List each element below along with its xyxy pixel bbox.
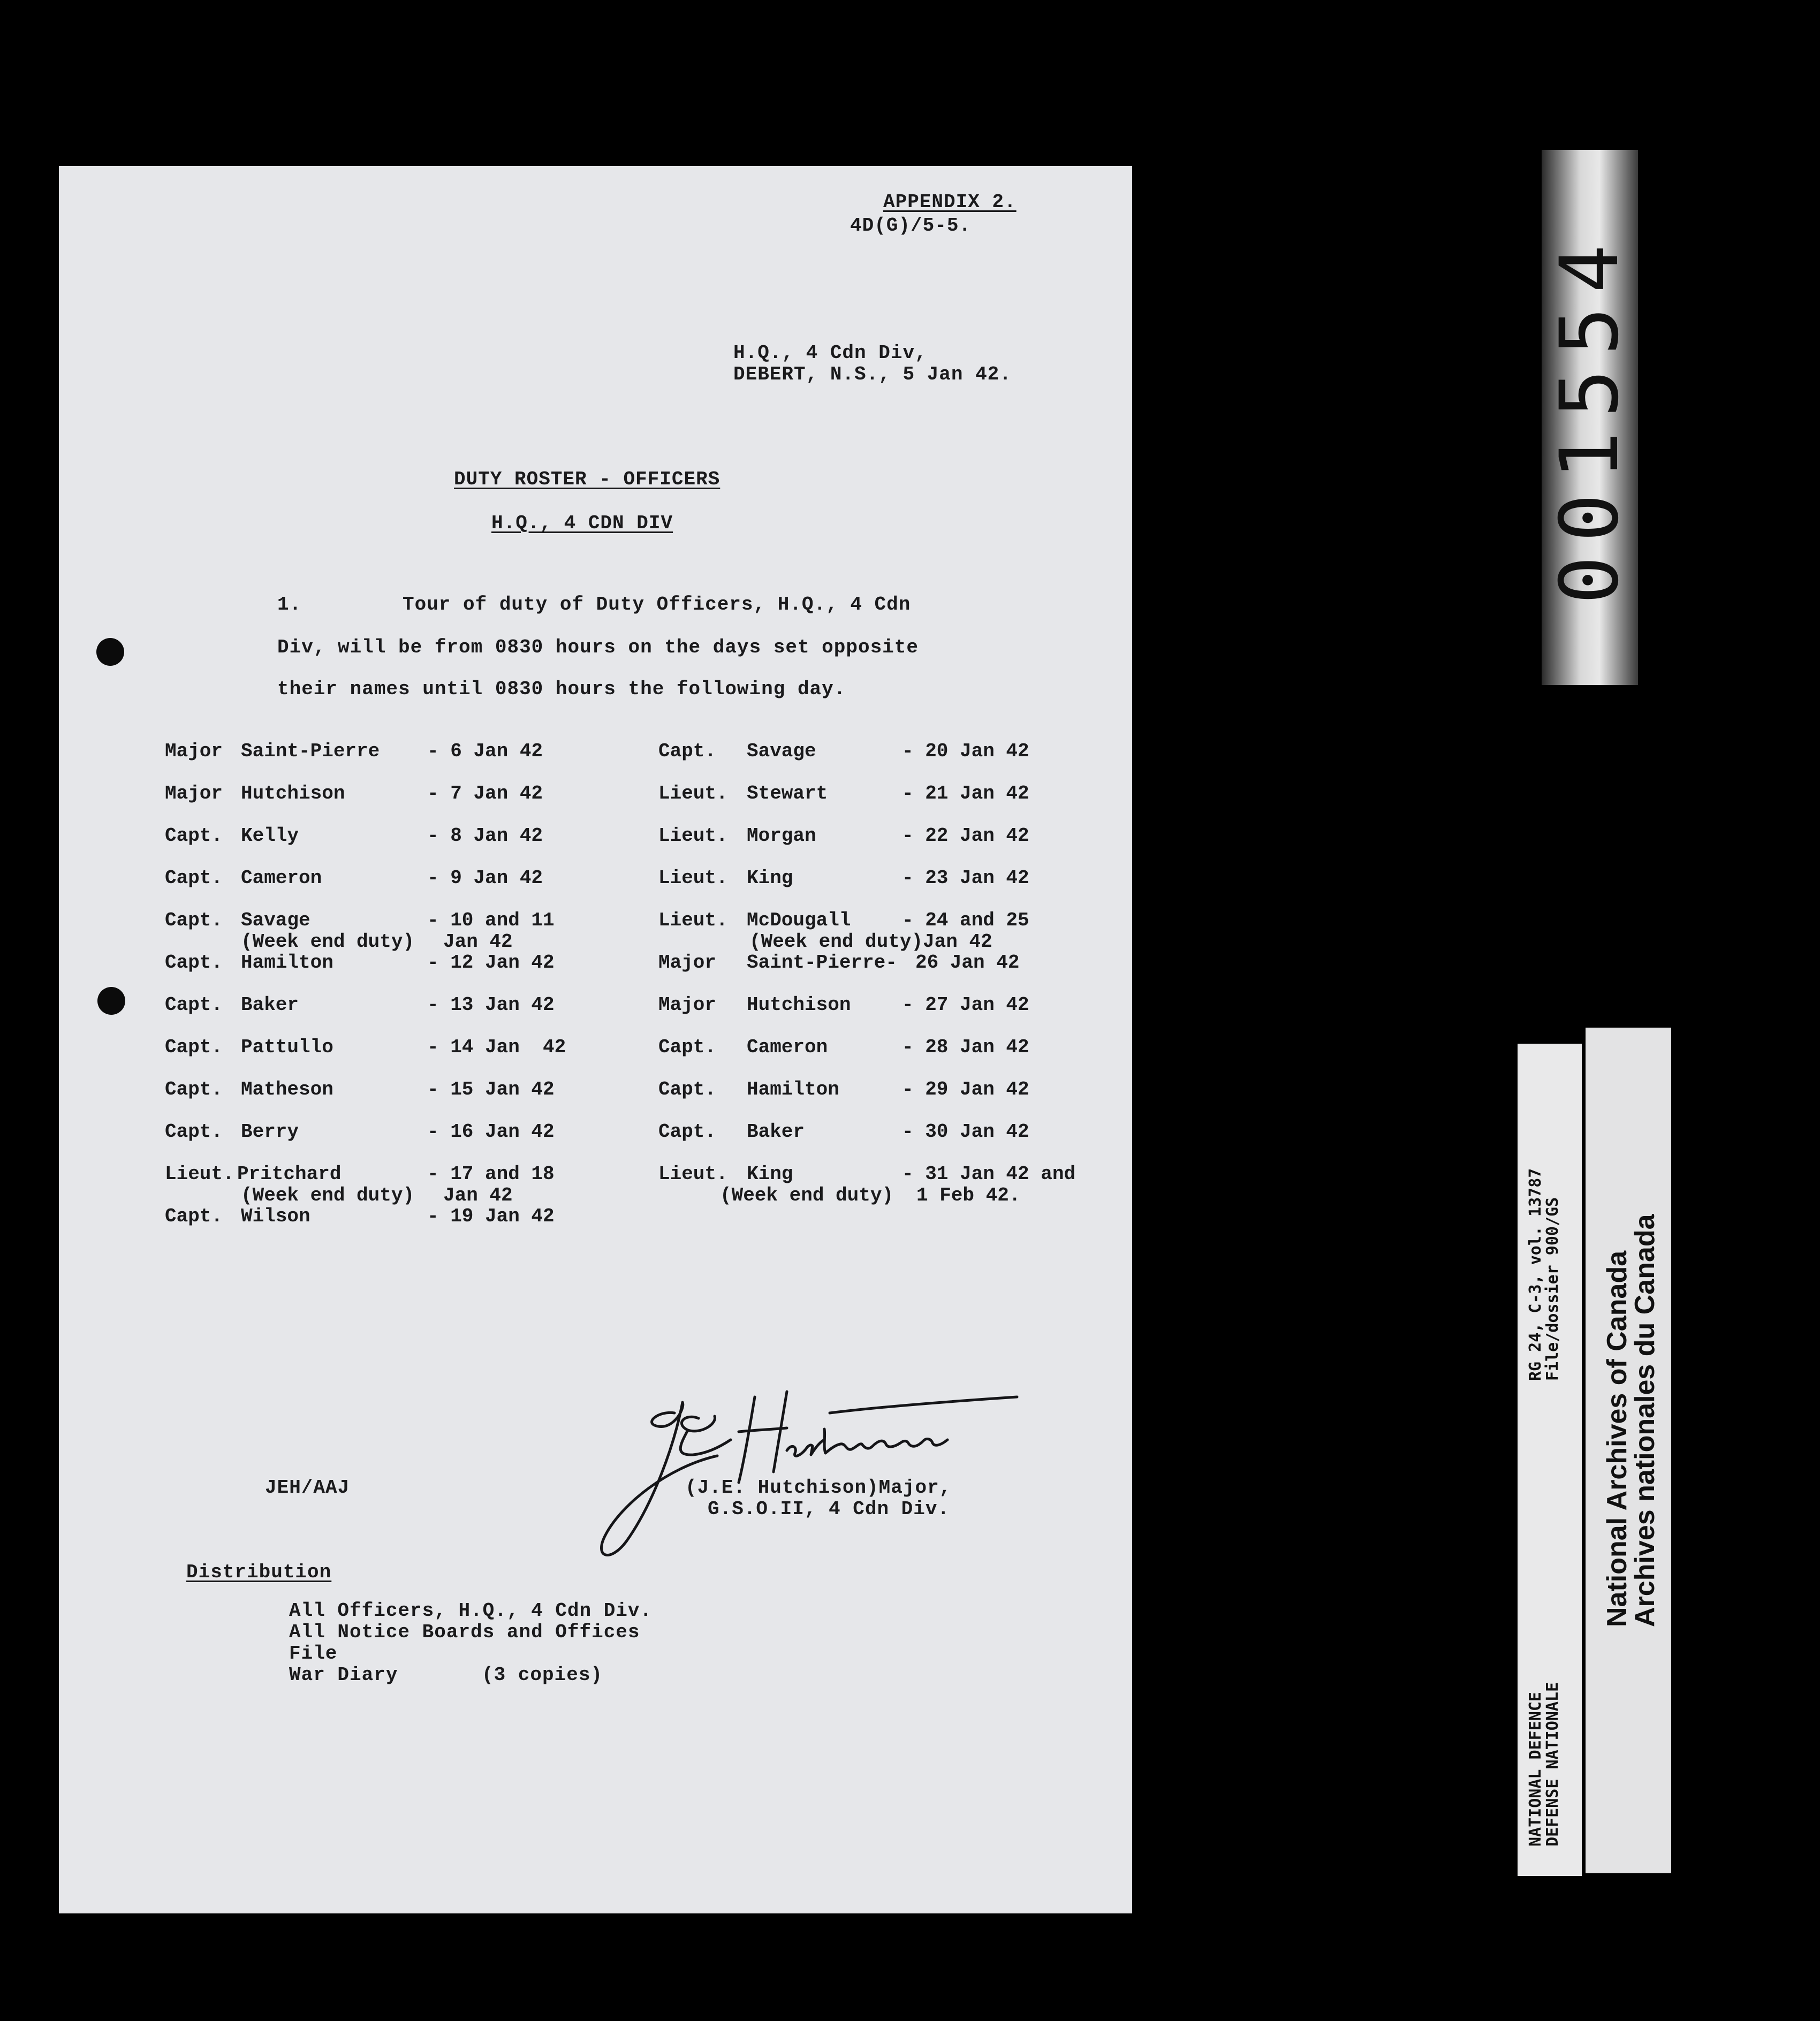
roster-row	[165, 1164, 700, 1206]
roster-rank: Capt.	[658, 1121, 717, 1143]
roster-row	[165, 741, 700, 784]
roster-rank: Lieut.	[165, 1163, 234, 1185]
signatory-title: G.S.O.II, 4 Cdn Div.	[708, 1498, 950, 1520]
roster-rank: Capt.	[165, 1036, 223, 1058]
paragraph-line-2: Div, will be from 0830 hours on the days set opposite	[277, 636, 919, 658]
roster-name: Baker	[241, 994, 299, 1016]
roster-row	[165, 783, 700, 826]
roster-row	[658, 1079, 1194, 1122]
roster-name: Cameron	[241, 867, 322, 889]
roster-rank: Capt.	[658, 1036, 717, 1058]
roster-name: Pritchard	[237, 1163, 342, 1185]
roster-date: - 27 Jan 42	[902, 994, 1029, 1016]
roster-row	[658, 741, 1194, 784]
roster-date-cont: Jan 42	[443, 931, 513, 953]
roster-name: Pattullo	[241, 1036, 333, 1058]
roster-rank: Lieut.	[658, 1163, 728, 1185]
roster-rank: Major	[658, 952, 717, 974]
archives-name-english: National Archives of Canada	[1602, 1250, 1633, 1627]
roster-date: - 14 Jan 42	[427, 1036, 566, 1058]
roster-row	[165, 952, 700, 995]
roster-rank: Lieut.	[658, 825, 728, 847]
roster-row	[658, 952, 1194, 995]
roster-rank: Lieut.	[658, 867, 728, 889]
roster-row	[658, 1164, 1194, 1206]
film-frame-number-strip	[1542, 150, 1638, 685]
roster-date: - 7 Jan 42	[427, 782, 543, 804]
roster-date: - 23 Jan 42	[902, 867, 1029, 889]
roster-row	[165, 1121, 700, 1164]
reference-initials: JEH/AAJ	[265, 1477, 350, 1499]
roster-date: - 19 Jan 42	[427, 1205, 555, 1227]
document-subtitle: H.Q., 4 CDN DIV	[491, 512, 673, 534]
signatory-name: (J.E. Hutchison)Major,	[685, 1477, 952, 1499]
roster-date: - 28 Jan 42	[902, 1036, 1029, 1058]
paragraph-number: 1.	[277, 594, 302, 616]
roster-row	[658, 825, 1194, 868]
roster-note: (Week end duty)	[241, 931, 415, 953]
roster-date: - 20 Jan 42	[902, 740, 1029, 762]
roster-note: (Week end duty)	[241, 1184, 415, 1206]
roster-date: - 24 and 25	[902, 909, 1029, 931]
roster-name: Matheson	[241, 1078, 333, 1100]
roster-date: - 13 Jan 42	[427, 994, 555, 1016]
distribution-item: War Diary	[289, 1664, 398, 1686]
roster-row	[165, 1037, 700, 1080]
roster-date-cont: Jan 42	[443, 1184, 513, 1206]
punch-hole-bottom	[97, 987, 125, 1015]
roster-rank: Capt.	[165, 952, 223, 974]
file-reference: 4D(G)/5-5.	[850, 215, 972, 237]
roster-row	[165, 994, 700, 1037]
roster-name: Hutchison	[241, 782, 345, 804]
document-page	[59, 166, 1132, 1913]
archive-reference-label	[1518, 1044, 1582, 1876]
roster-name: Wilson	[241, 1205, 310, 1227]
roster-rank: Capt.	[165, 1078, 223, 1100]
roster-rank: Capt.	[165, 1205, 223, 1227]
roster-row	[165, 825, 700, 868]
roster-name: Hamilton	[241, 952, 333, 974]
roster-date: - 12 Jan 42	[427, 952, 555, 974]
roster-rank: Lieut.	[658, 909, 728, 931]
roster-name: Savage	[747, 740, 816, 762]
hq-address: H.Q., 4 Cdn Div,	[733, 342, 927, 364]
roster-rank: Major	[165, 740, 223, 762]
place-date: DEBERT, N.S., 5 Jan 42.	[733, 363, 1012, 385]
document-title: DUTY ROSTER - OFFICERS	[454, 468, 721, 490]
roster-note: (Week end duty)Jan 42	[749, 931, 992, 953]
roster-name: King	[747, 1163, 793, 1185]
distribution-item-note: (3 copies)	[482, 1664, 603, 1686]
roster-name: King	[747, 867, 793, 889]
roster-date: - 30 Jan 42	[902, 1121, 1029, 1143]
distribution-heading: Distribution	[186, 1561, 332, 1583]
roster-name: McDougall	[747, 909, 851, 931]
roster-rank: Capt.	[165, 825, 223, 847]
department-french: DEFENSE NATIONALE	[1543, 1682, 1562, 1847]
paragraph-line-3: their names until 0830 hours the following day.	[277, 678, 846, 700]
roster-row	[165, 1079, 700, 1122]
roster-row	[658, 910, 1194, 953]
archive-reference-line-2: File/dossier 900/GS	[1543, 1197, 1562, 1381]
roster-rank: Capt.	[165, 1121, 223, 1143]
roster-row	[658, 1037, 1194, 1080]
roster-name: Stewart	[747, 782, 828, 804]
roster-date: - 16 Jan 42	[427, 1121, 555, 1143]
roster-rank: Major	[165, 782, 223, 804]
roster-rank: Capt.	[658, 740, 717, 762]
roster-date: - 8 Jan 42	[427, 825, 543, 847]
roster-date: - 31 Jan 42 and	[902, 1163, 1076, 1185]
roster-row	[165, 1206, 700, 1249]
roster-row	[658, 783, 1194, 826]
roster-date: 26 Jan 42	[915, 952, 1020, 974]
appendix-label: APPENDIX 2.	[883, 191, 1017, 213]
roster-name: Savage	[241, 909, 310, 931]
paragraph-line-1: Tour of duty of Duty Officers, H.Q., 4 Cdn	[403, 594, 911, 616]
roster-name: Saint-Pierre-	[747, 952, 897, 974]
archives-canada-label	[1586, 1028, 1671, 1873]
roster-rank: Capt.	[165, 994, 223, 1016]
roster-name: Saint-Pierre	[241, 740, 380, 762]
distribution-item: All Notice Boards and Offices	[289, 1621, 640, 1643]
roster-rank: Capt.	[165, 867, 223, 889]
roster-rank: Capt.	[165, 909, 223, 931]
roster-date: - 15 Jan 42	[427, 1078, 555, 1100]
roster-name: Hutchison	[747, 994, 851, 1016]
roster-name: Hamilton	[747, 1078, 839, 1100]
roster-date: - 6 Jan 42	[427, 740, 543, 762]
distribution-item: All Officers, H.Q., 4 Cdn Div.	[289, 1600, 653, 1622]
roster-row	[658, 868, 1194, 910]
film-frame-number: 001554	[1543, 231, 1636, 604]
roster-date: - 21 Jan 42	[902, 782, 1029, 804]
roster-name: Berry	[241, 1121, 299, 1143]
distribution-item: File	[289, 1643, 338, 1665]
roster-row	[658, 994, 1194, 1037]
roster-name: Morgan	[747, 825, 816, 847]
roster-date: - 17 and 18	[427, 1163, 555, 1185]
roster-date: - 9 Jan 42	[427, 867, 543, 889]
roster-note: (Week end duty)	[720, 1184, 894, 1206]
roster-name: Kelly	[241, 825, 299, 847]
department-english: NATIONAL DEFENCE	[1526, 1692, 1545, 1847]
punch-hole-top	[96, 638, 124, 666]
roster-row	[658, 1121, 1194, 1164]
roster-rank: Lieut.	[658, 782, 728, 804]
archives-name-french: Archives nationales du Canada	[1629, 1214, 1660, 1627]
roster-row	[165, 868, 700, 910]
roster-date: - 10 and 11	[427, 909, 555, 931]
roster-date-cont: 1 Feb 42.	[916, 1184, 1021, 1206]
archive-reference-line-1: RG 24, C-3, vol. 13787	[1526, 1168, 1545, 1381]
roster-date: - 22 Jan 42	[902, 825, 1029, 847]
roster-name: Cameron	[747, 1036, 828, 1058]
roster-name: Baker	[747, 1121, 805, 1143]
roster-rank: Major	[658, 994, 717, 1016]
roster-row	[165, 910, 700, 953]
roster-rank: Capt.	[658, 1078, 717, 1100]
roster-date: - 29 Jan 42	[902, 1078, 1029, 1100]
